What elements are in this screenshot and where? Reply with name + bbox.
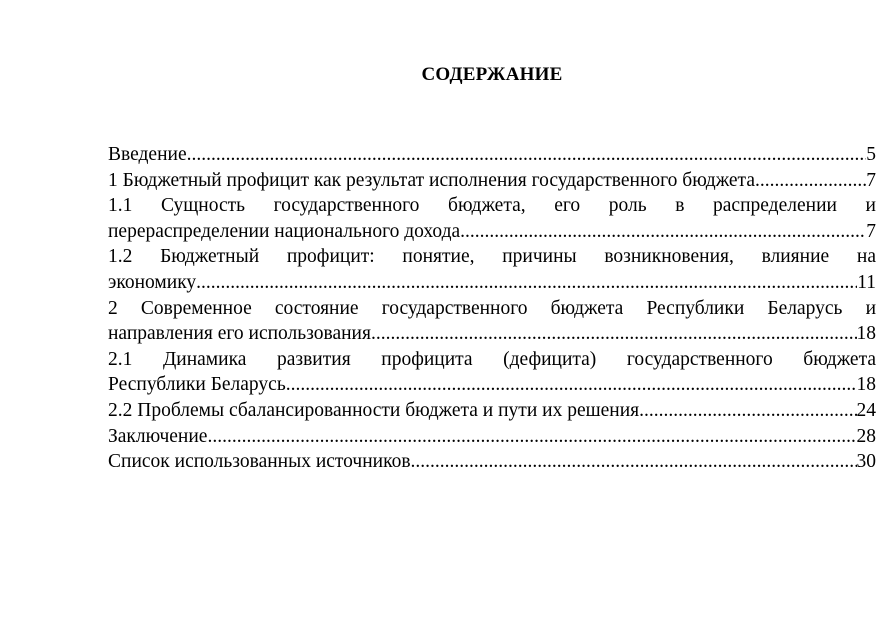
toc-entry-section-2-2 xyxy=(108,398,876,424)
toc-entry-label: Список использованных источников xyxy=(108,451,411,473)
toc-entry-chapter-1 xyxy=(108,168,876,194)
leader-dots xyxy=(639,398,856,424)
toc-entry-label-line-2: экономику xyxy=(108,271,197,293)
toc-entry-label: 2.2 Проблемы сбалансированности бюджета и пути их решения xyxy=(108,399,640,421)
leader-dots xyxy=(755,168,866,194)
toc-entry-label-line-1: 1.1 Сущность государственного бюджета, его роль в распределении и xyxy=(108,195,876,217)
toc-entry-page: 5 xyxy=(866,144,876,165)
toc-entry-section-1-1 xyxy=(108,193,876,244)
toc-entry-section-1-2 xyxy=(108,244,876,295)
toc-entry-page: 7 xyxy=(866,220,876,242)
leader-dots xyxy=(371,321,857,347)
toc-entry-section-2-1 xyxy=(108,347,876,398)
toc-entry-label-line-1: 2.1 Динамика развития профицита (дефицита) государственного бюджета xyxy=(108,348,876,370)
document-title: СОДЕРЖАНИЕ xyxy=(421,64,563,85)
toc-entry-introduction xyxy=(108,142,876,168)
toc-entry-page: 7 xyxy=(866,169,876,191)
toc-entry-label: Введение xyxy=(108,144,187,165)
toc-entry-page: 28 xyxy=(856,425,876,447)
toc-entry-label-line-1: 2 Современное состояние государственного бюджета Республики Беларусь и xyxy=(108,297,876,319)
toc-entry-page: 30 xyxy=(856,451,876,473)
toc-entry-label-line-1: 1.2 Бюджетный профицит: понятие, причины возникновения, влияние на xyxy=(108,246,876,268)
leader-dots xyxy=(207,424,856,450)
toc-entry-label-line-2: Республики Беларусь xyxy=(108,374,286,396)
toc-entry-page: 18 xyxy=(856,374,876,396)
toc-entry-conclusion xyxy=(108,424,876,450)
leader-dots xyxy=(286,372,857,398)
toc-entry-label: Заключение xyxy=(108,425,208,447)
toc-entry-label-line-2: направления его использования xyxy=(108,323,371,345)
toc-entry-label: 1 Бюджетный профицит как результат исполнения государственного бюджета xyxy=(108,169,755,191)
toc-entry-page: 11 xyxy=(857,271,876,293)
leader-dots xyxy=(187,142,867,168)
leader-dots xyxy=(196,270,857,296)
leader-dots xyxy=(460,219,866,245)
toc-entry-references xyxy=(108,449,876,475)
toc-entry-page: 24 xyxy=(856,399,876,421)
leader-dots xyxy=(411,449,857,475)
table-of-contents xyxy=(108,142,876,475)
toc-entry-label-line-2: перераспределении национального дохода xyxy=(108,220,461,242)
toc-entry-chapter-2 xyxy=(108,296,876,347)
toc-entry-page: 18 xyxy=(856,323,876,345)
